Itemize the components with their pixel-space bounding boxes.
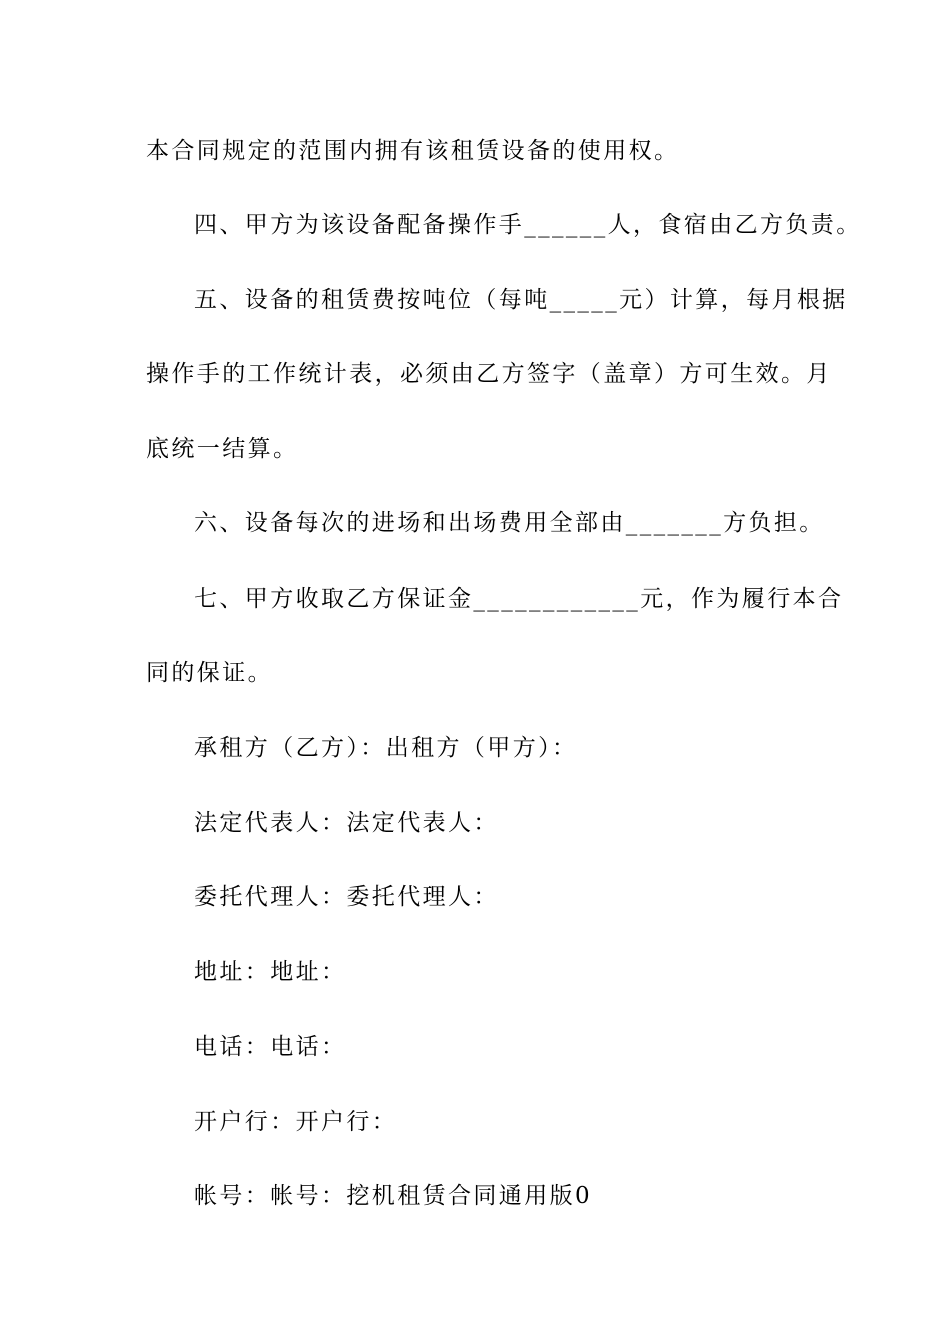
- phone-line: 电话：电话：: [194, 1034, 347, 1060]
- clause-five: 五、设备的租赁费按吨位（每吨_____元）计算，每月根据: [194, 287, 848, 313]
- address-line: 地址：地址：: [194, 959, 347, 985]
- paragraph-line: 本合同规定的范围内拥有该租赁设备的使用权。: [146, 138, 680, 164]
- clause-four: 四、甲方为该设备配备操作手______人，食宿由乙方负责。: [194, 212, 862, 238]
- party-line: 承租方（乙方）：出租方（甲方）：: [194, 735, 578, 761]
- account-line: 帐号：帐号：挖机租赁合同通用版0: [194, 1183, 593, 1209]
- agent-line: 委托代理人：委托代理人：: [194, 884, 499, 910]
- paragraph-line: 底统一结算。: [146, 436, 299, 462]
- clause-seven: 七、甲方收取乙方保证金____________元，作为履行本合: [194, 586, 844, 612]
- clause-six: 六、设备每次的进场和出场费用全部由_______方负担。: [194, 510, 825, 536]
- paragraph-line: 同的保证。: [146, 660, 273, 686]
- representative-line: 法定代表人：法定代表人：: [194, 810, 499, 836]
- paragraph-line: 操作手的工作统计表，必须由乙方签字（盖章）方可生效。月: [146, 361, 832, 387]
- bank-line: 开户行：开户行：: [194, 1109, 398, 1135]
